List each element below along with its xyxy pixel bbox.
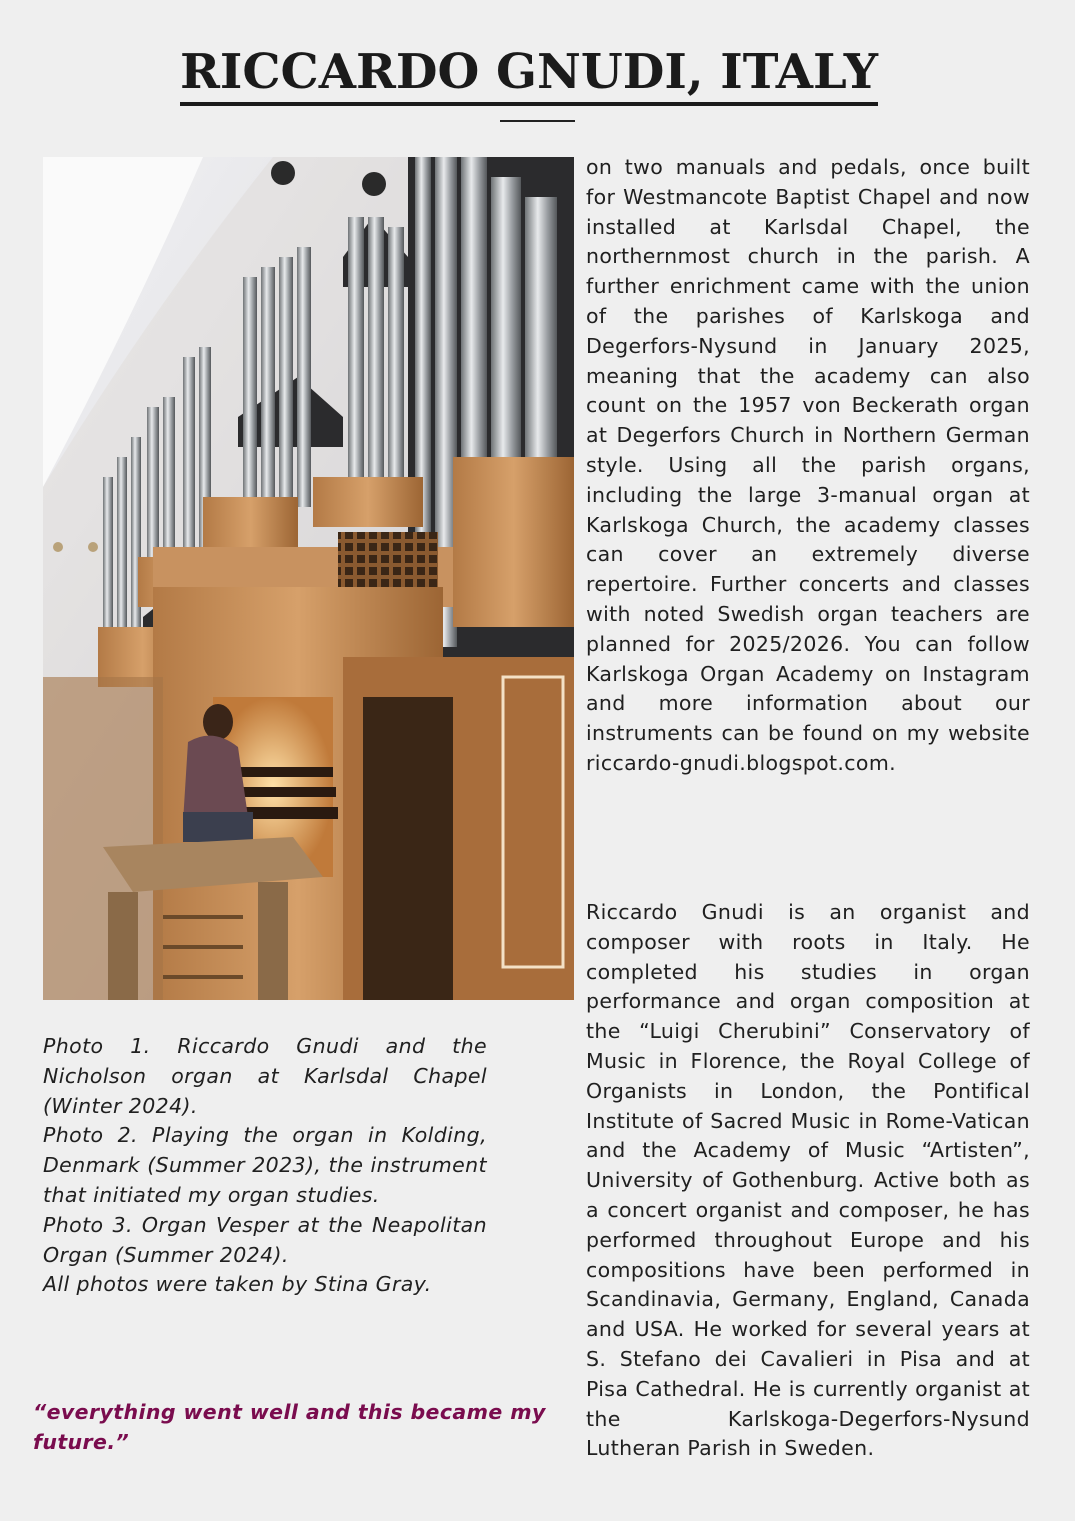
page-title — [0, 44, 1058, 100]
organ-photo — [43, 157, 574, 1000]
article-paragraph-1: on two manuals and pedals, once built for Westmancote Baptist Chapel and now installed at Karlsdal Chapel, the northernmost church in the parish. A further enrichment came with the union of the parishes of Karlskoga and Degerfors-Nysund in January 2025, meaning that the academy can also count on the 1957 von Beckerath organ at Degerfors Church in Northern German style. Using all the parish organs, including the large 3-manual organ at Karlskoga Church, the academy classes can cover an extremely diverse repertoire. Further concerts and classes with noted Swedish organ teachers are planned for 2025/2026. You can follow Karlskoga Organ Academy on Instagram and more information about our instruments can be found on my website riccardo-gnudi.blogspot.com. — [586, 155, 1030, 775]
caption-photo-3: Photo 3. Organ Vesper at the Neapolitan Organ (Summer 2024). — [43, 1212, 487, 1267]
caption-photo-2: Photo 2. Playing the organ in Kolding, Denmark (Summer 2023), the instrument that initiated my organ studies. — [43, 1123, 487, 1207]
caption-credit: All photos were taken by Stina Gray. — [43, 1272, 432, 1297]
photo-captions — [43, 1032, 487, 1300]
pull-quote: “everything went well and this became my future.” — [33, 1400, 546, 1454]
caption-photo-1: Photo 1. Riccardo Gnudi and the Nicholson organ at Karlsdal Chapel (Winter 2024). — [43, 1034, 487, 1118]
title-divider — [500, 120, 575, 122]
page-title-text: RICCARDO GNUDI, ITALY — [180, 44, 878, 106]
organ-photo-illustration — [43, 157, 574, 1000]
author-bio-paragraph: Riccardo Gnudi is an organist and composer with roots in Italy. He completed his studies in organ performance and organ composition at the “Luigi Cherubini” Conservatory of Music in Florence, the Royal College of Organists in London, the Pontifical Institute of Sacred Music in Rome-Vatican and the Academy of Music “Artisten”, University of Gothenburg. Active both as a concert organist and composer, he has performed throughout Europe and his compositions have been performed in Scandinavia, Germany, England, Canada and USA. He worked for several years at S. Stefano dei Cavalieri in Pisa and at Pisa Cathedral. He is currently organist at the Karlskoga-Degerfors-Nysund Lutheran Parish in Sweden. — [586, 900, 1030, 1461]
